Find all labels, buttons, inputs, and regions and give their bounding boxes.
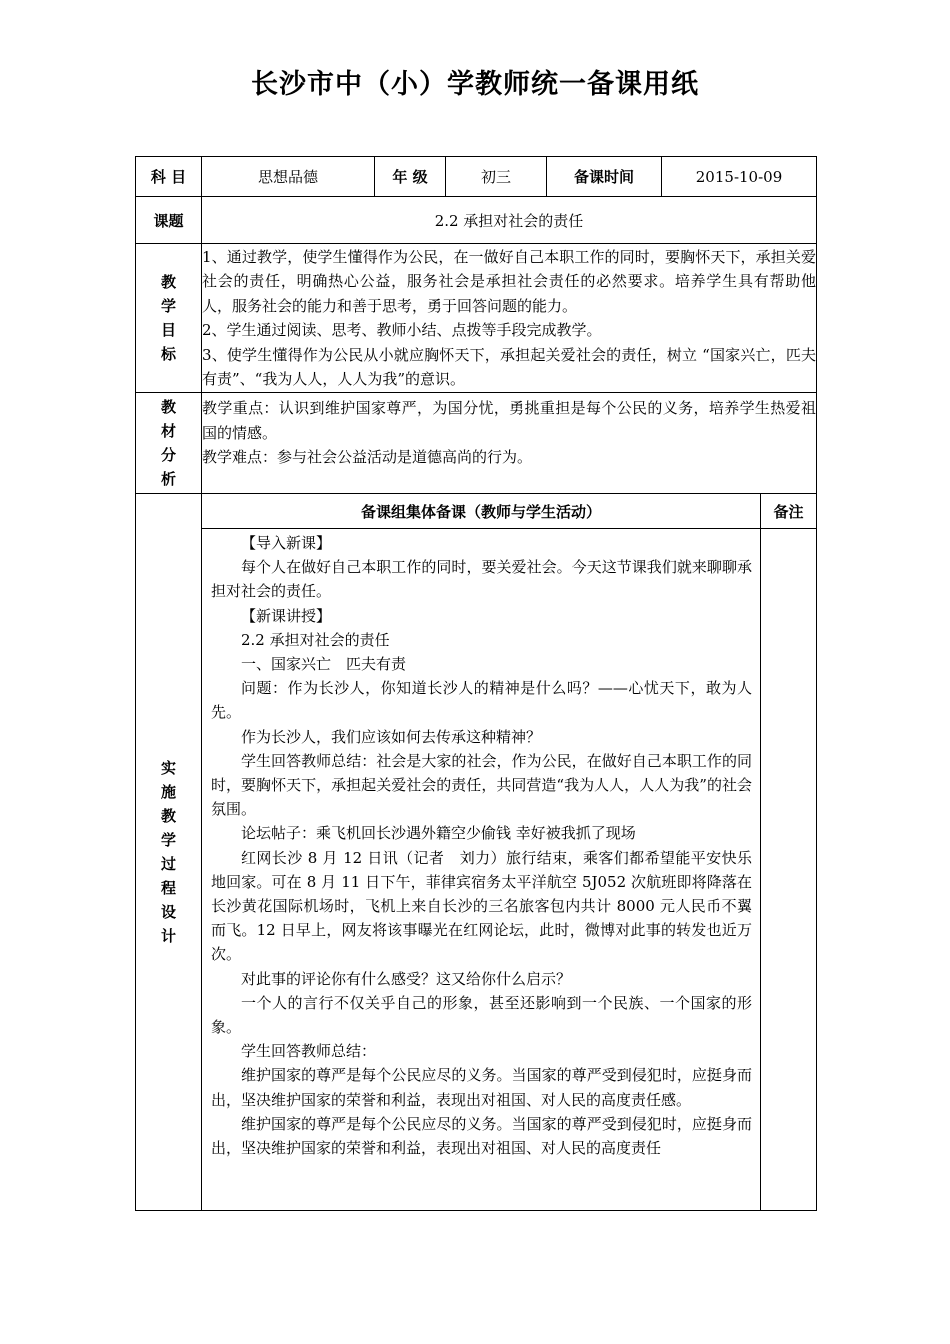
process-label-char: 过 (160, 855, 176, 873)
process-paragraph: 每个人在做好自己本职工作的同时，要关爱社会。今天这节课我们就来聊聊承担对社会的责任。 (211, 558, 752, 601)
process-paragraph: 一、国家兴亡 匹夫有责 (241, 655, 407, 674)
grade-label: 年 级 (375, 157, 446, 197)
process-label-char: 程 (160, 879, 176, 897)
analysis-content (202, 393, 817, 494)
process-header-row (136, 494, 817, 529)
notes-column-header: 备注 (761, 494, 817, 529)
objectives-label-char: 标 (160, 345, 176, 363)
process-paragraph: 学生回答教师总结： (241, 1042, 377, 1061)
objectives-label-char: 教 (160, 273, 176, 291)
process-paragraph: 学生回答教师总结：社会是大家的社会，作为公民，在做好自己本职工作的同时，要胸怀天下，承担起关爱社会的责任，共同营造“我为人人，人人为我”的社会氛围。 (211, 751, 752, 819)
analysis-label (136, 393, 202, 494)
process-paragraph: 维护国家的尊严是每个公民应尽的义务。当国家的尊严受到侵犯时，应挺身而出，坚决维护国家的荣誉和利益，表现出对祖国、对人民的高度责任感。 (211, 1066, 752, 1109)
analysis-label-char: 析 (160, 470, 176, 488)
objective-item: 1、通过教学，使学生懂得作为公民，在一做好自己本职工作的同时，要胸怀天下，承担关爱社会的责任，明确热心公益，服务社会是承担社会责任的必然要求。培养学生具有帮助他人，服务社会的能力和善于思考，勇于回答问题的能力。 (202, 247, 817, 315)
grade-value: 初三 (446, 157, 547, 197)
process-label-char: 计 (160, 927, 176, 945)
objective-item: 3、使学生懂得作为公民从小就应胸怀天下，承担起关爱社会的责任，树立 “国家兴亡，匹夫有责”、“我为人人，人人为我”的意识。 (202, 345, 817, 388)
process-content (202, 529, 761, 1211)
process-label (136, 494, 202, 1211)
process-label-char: 实 (160, 759, 176, 777)
process-paragraph: 2.2 承担对社会的责任 (241, 630, 390, 649)
topic-value: 2.2 承担对社会的责任 (202, 197, 817, 244)
process-paragraph: 作为长沙人，我们应该如何去传承这种精神？ (241, 727, 542, 746)
analysis-label-char: 教 (160, 398, 176, 416)
key-point-text: 教学重点：认识到维护国家尊严，为国分忧，勇挑重担是每个公民的义务，培养学生热爱祖国的情感。 (202, 399, 817, 442)
process-paragraph: 红网长沙 8 月 12 日讯（记者 刘力）旅行结束，乘客们都希望能平安快乐地回家。可在 8 月 11 日下午，菲律宾宿务太平洋航空 5J052 次航班即将降落在长沙黄花国际机场时，飞机上来自长沙的三名旅客包内共计 8000 元人民币不翼而飞。12 日早上，网友将该事曝光在红网论坛，此时，微博对此事的转发也近万次。 (211, 848, 752, 964)
process-paragraph: 一个人的言行不仅关乎自己的形象，甚至还影响到一个民族、一个国家的形象。 (211, 993, 752, 1037)
objectives-row (136, 244, 817, 393)
date-value: 2015-10-09 (662, 157, 817, 197)
topic-label: 课题 (136, 197, 202, 244)
process-paragraph: 问题：作为长沙人，你知道长沙人的精神是什么吗？——心忧天下，敢为人先。 (211, 679, 752, 722)
objectives-label-char: 学 (160, 297, 176, 315)
analysis-label-char: 分 (160, 446, 176, 464)
difficulty-text: 教学难点：参与社会公益活动是道德高尚的行为。 (202, 448, 533, 466)
process-paragraph: 维护国家的尊严是每个公民应尽的义务。当国家的尊严受到侵犯时，应挺身而出，坚决维护国家的荣誉和利益，表现出对祖国、对人民的高度责任 (211, 1114, 752, 1158)
process-content-row (136, 529, 817, 1211)
process-paragraph: 【导入新课】 (241, 534, 332, 552)
objectives-label (136, 244, 202, 393)
objectives-content (202, 244, 817, 393)
analysis-label-char: 材 (160, 422, 176, 440)
header-row (136, 157, 817, 197)
process-label-char: 施 (160, 783, 176, 801)
objectives-label-char: 目 (160, 321, 176, 339)
date-label: 备课时间 (547, 157, 662, 197)
subject-label: 科 目 (136, 157, 202, 197)
analysis-row (136, 393, 817, 494)
process-paragraph: 对此事的评论你有什么感受？这又给你什么启示？ (241, 969, 572, 988)
process-paragraph: 论坛帖子：乘飞机回长沙遇外籍空少偷钱 幸好被我抓了现场 (241, 824, 636, 843)
objective-item: 2、学生通过阅读、思考、教师小结、点拨等手段完成教学。 (202, 321, 602, 339)
lesson-plan-table (135, 156, 817, 1211)
process-label-char: 教 (160, 807, 176, 825)
subject-value: 思想品德 (202, 157, 375, 197)
topic-row (136, 197, 817, 244)
process-label-char: 学 (160, 831, 176, 849)
page-title: 长沙市中（小）学教师统一备课用纸 (251, 69, 699, 100)
process-label-char: 设 (160, 903, 176, 921)
process-paragraph: 【新课讲授】 (241, 606, 332, 625)
notes-cell (761, 529, 817, 1211)
process-column-header: 备课组集体备课（教师与学生活动） (202, 494, 761, 529)
